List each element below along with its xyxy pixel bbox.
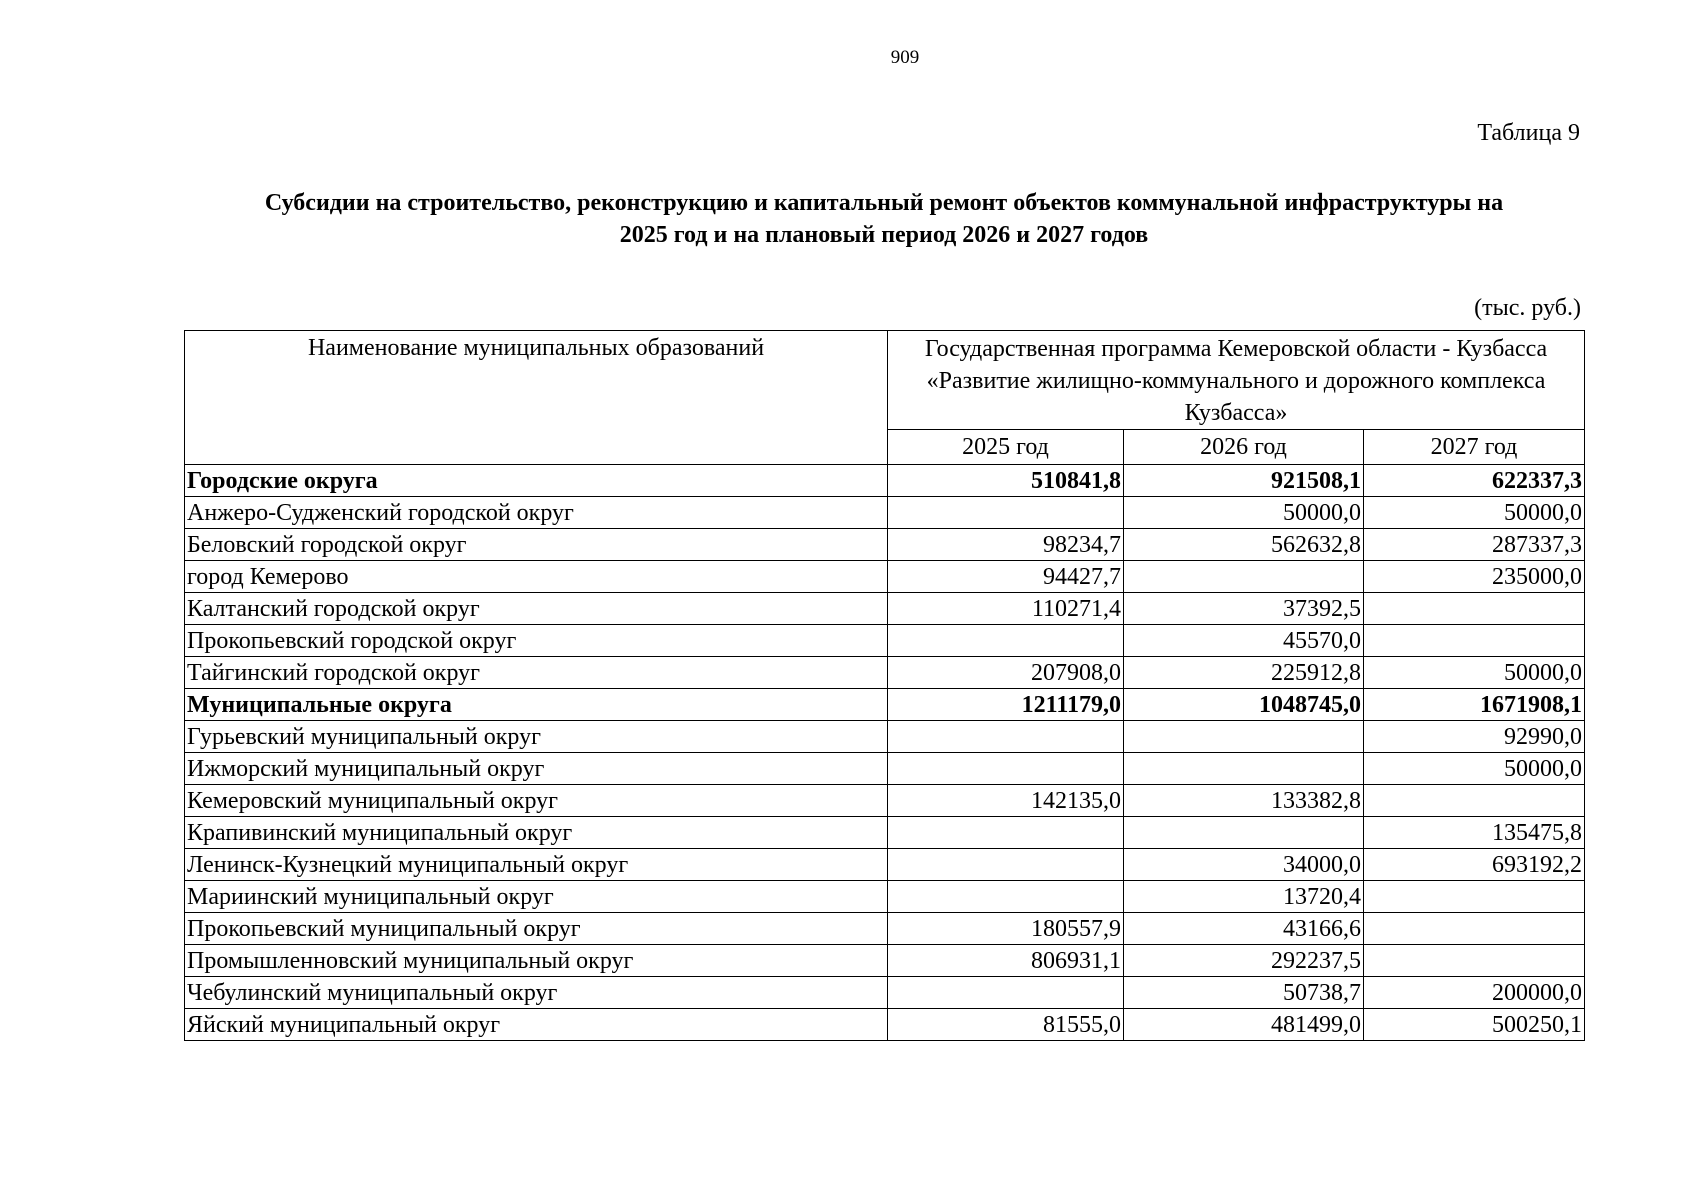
cell-value-2025 bbox=[888, 881, 1124, 913]
cell-value-2026: 50000,0 bbox=[1124, 497, 1364, 529]
cell-value-2027: 235000,0 bbox=[1364, 561, 1585, 593]
cell-value-2027: 693192,2 bbox=[1364, 849, 1585, 881]
cell-value-2026 bbox=[1124, 753, 1364, 785]
table-row bbox=[185, 785, 1585, 817]
cell-value-2026 bbox=[1124, 817, 1364, 849]
cell-value-2026: 45570,0 bbox=[1124, 625, 1364, 657]
cell-municipality-name: Яйский муниципальный округ bbox=[185, 1009, 888, 1041]
cell-value-2027 bbox=[1364, 625, 1585, 657]
cell-value-2025: 806931,1 bbox=[888, 945, 1124, 977]
table-row bbox=[185, 817, 1585, 849]
cell-value-2026: 34000,0 bbox=[1124, 849, 1364, 881]
table-row bbox=[185, 849, 1585, 881]
cell-municipality-name: Муниципальные округа bbox=[185, 689, 888, 721]
cell-value-2026: 562632,8 bbox=[1124, 529, 1364, 561]
table-row bbox=[185, 1009, 1585, 1041]
cell-value-2025 bbox=[888, 753, 1124, 785]
cell-municipality-name: город Кемерово bbox=[185, 561, 888, 593]
cell-value-2025: 180557,9 bbox=[888, 913, 1124, 945]
subsidies-table bbox=[184, 330, 1585, 1041]
cell-municipality-name: Кемеровский муниципальный округ bbox=[185, 785, 888, 817]
cell-value-2027: 50000,0 bbox=[1364, 657, 1585, 689]
cell-value-2027: 200000,0 bbox=[1364, 977, 1585, 1009]
cell-municipality-name: Ижморский муниципальный округ bbox=[185, 753, 888, 785]
cell-value-2026: 37392,5 bbox=[1124, 593, 1364, 625]
cell-value-2027 bbox=[1364, 913, 1585, 945]
table-row bbox=[185, 977, 1585, 1009]
table-row bbox=[185, 593, 1585, 625]
cell-value-2026: 13720,4 bbox=[1124, 881, 1364, 913]
cell-value-2027: 622337,3 bbox=[1364, 465, 1585, 497]
table-row bbox=[185, 497, 1585, 529]
cell-value-2025: 207908,0 bbox=[888, 657, 1124, 689]
cell-municipality-name: Чебулинский муниципальный округ bbox=[185, 977, 888, 1009]
cell-value-2027: 92990,0 bbox=[1364, 721, 1585, 753]
table-row bbox=[185, 913, 1585, 945]
cell-municipality-name: Прокопьевский муниципальный округ bbox=[185, 913, 888, 945]
cell-value-2026 bbox=[1124, 561, 1364, 593]
cell-municipality-name: Промышленновский муниципальный округ bbox=[185, 945, 888, 977]
cell-value-2025 bbox=[888, 721, 1124, 753]
document-title bbox=[184, 187, 1584, 251]
cell-municipality-name: Гурьевский муниципальный округ bbox=[185, 721, 888, 753]
cell-value-2025 bbox=[888, 849, 1124, 881]
cell-value-2026: 481499,0 bbox=[1124, 1009, 1364, 1041]
cell-municipality-name: Анжеро-Судженский городской округ bbox=[185, 497, 888, 529]
cell-value-2025: 94427,7 bbox=[888, 561, 1124, 593]
table-row bbox=[185, 529, 1585, 561]
cell-municipality-name: Беловский городской округ bbox=[185, 529, 888, 561]
cell-value-2027 bbox=[1364, 881, 1585, 913]
header-municipality-name: Наименование муниципальных образований bbox=[185, 331, 888, 465]
cell-value-2026: 43166,6 bbox=[1124, 913, 1364, 945]
cell-value-2026: 133382,8 bbox=[1124, 785, 1364, 817]
cell-value-2027 bbox=[1364, 593, 1585, 625]
table-row bbox=[185, 721, 1585, 753]
table-row bbox=[185, 657, 1585, 689]
cell-value-2027: 287337,3 bbox=[1364, 529, 1585, 561]
cell-value-2027 bbox=[1364, 945, 1585, 977]
cell-value-2025: 142135,0 bbox=[888, 785, 1124, 817]
table-row bbox=[185, 753, 1585, 785]
cell-value-2026: 1048745,0 bbox=[1124, 689, 1364, 721]
cell-value-2025: 510841,8 bbox=[888, 465, 1124, 497]
cell-value-2027: 500250,1 bbox=[1364, 1009, 1585, 1041]
cell-municipality-name: Мариинский муниципальный округ bbox=[185, 881, 888, 913]
cell-value-2026: 921508,1 bbox=[1124, 465, 1364, 497]
cell-municipality-name: Крапивинский муниципальный округ bbox=[185, 817, 888, 849]
table-row bbox=[185, 465, 1585, 497]
cell-value-2025 bbox=[888, 625, 1124, 657]
cell-value-2025: 98234,7 bbox=[888, 529, 1124, 561]
table-row bbox=[185, 561, 1585, 593]
cell-value-2026 bbox=[1124, 721, 1364, 753]
cell-value-2026: 225912,8 bbox=[1124, 657, 1364, 689]
cell-value-2025 bbox=[888, 817, 1124, 849]
cell-value-2025: 1211179,0 bbox=[888, 689, 1124, 721]
header-year-2027: 2027 год bbox=[1364, 430, 1585, 465]
cell-value-2025: 110271,4 bbox=[888, 593, 1124, 625]
header-year-2025: 2025 год bbox=[888, 430, 1124, 465]
cell-value-2027: 1671908,1 bbox=[1364, 689, 1585, 721]
table-row bbox=[185, 945, 1585, 977]
cell-municipality-name: Городские округа bbox=[185, 465, 888, 497]
title-line-2: 2025 год и на плановый период 2026 и 2027 годов bbox=[619, 222, 1149, 248]
cell-municipality-name: Калтанский городской округ bbox=[185, 593, 888, 625]
cell-value-2027: 135475,8 bbox=[1364, 817, 1585, 849]
cell-value-2025 bbox=[888, 497, 1124, 529]
table-row bbox=[185, 881, 1585, 913]
cell-value-2025: 81555,0 bbox=[888, 1009, 1124, 1041]
cell-municipality-name: Тайгинский городской округ bbox=[185, 657, 888, 689]
cell-value-2025 bbox=[888, 977, 1124, 1009]
cell-value-2027 bbox=[1364, 785, 1585, 817]
cell-value-2027: 50000,0 bbox=[1364, 753, 1585, 785]
page-number: 909 bbox=[890, 47, 920, 68]
cell-municipality-name: Ленинск-Кузнецкий муниципальный округ bbox=[185, 849, 888, 881]
units-label: (тыс. руб.) bbox=[1474, 295, 1581, 321]
title-line-1: Субсидии на строительство, реконструкцию и капитальный ремонт объектов коммунальной инфраструктуры на bbox=[264, 190, 1504, 216]
header-year-2026: 2026 год bbox=[1124, 430, 1364, 465]
table-body bbox=[185, 465, 1585, 1041]
cell-value-2027: 50000,0 bbox=[1364, 497, 1585, 529]
table-row bbox=[185, 689, 1585, 721]
table-row bbox=[185, 625, 1585, 657]
cell-value-2026: 50738,7 bbox=[1124, 977, 1364, 1009]
header-program: Государственная программа Кемеровской области - Кузбасса «Развитие жилищно-коммунального и дорожного комплекса Кузбасса» bbox=[888, 331, 1585, 430]
cell-value-2026: 292237,5 bbox=[1124, 945, 1364, 977]
cell-municipality-name: Прокопьевский городской округ bbox=[185, 625, 888, 657]
table-label: Таблица 9 bbox=[1477, 120, 1580, 146]
